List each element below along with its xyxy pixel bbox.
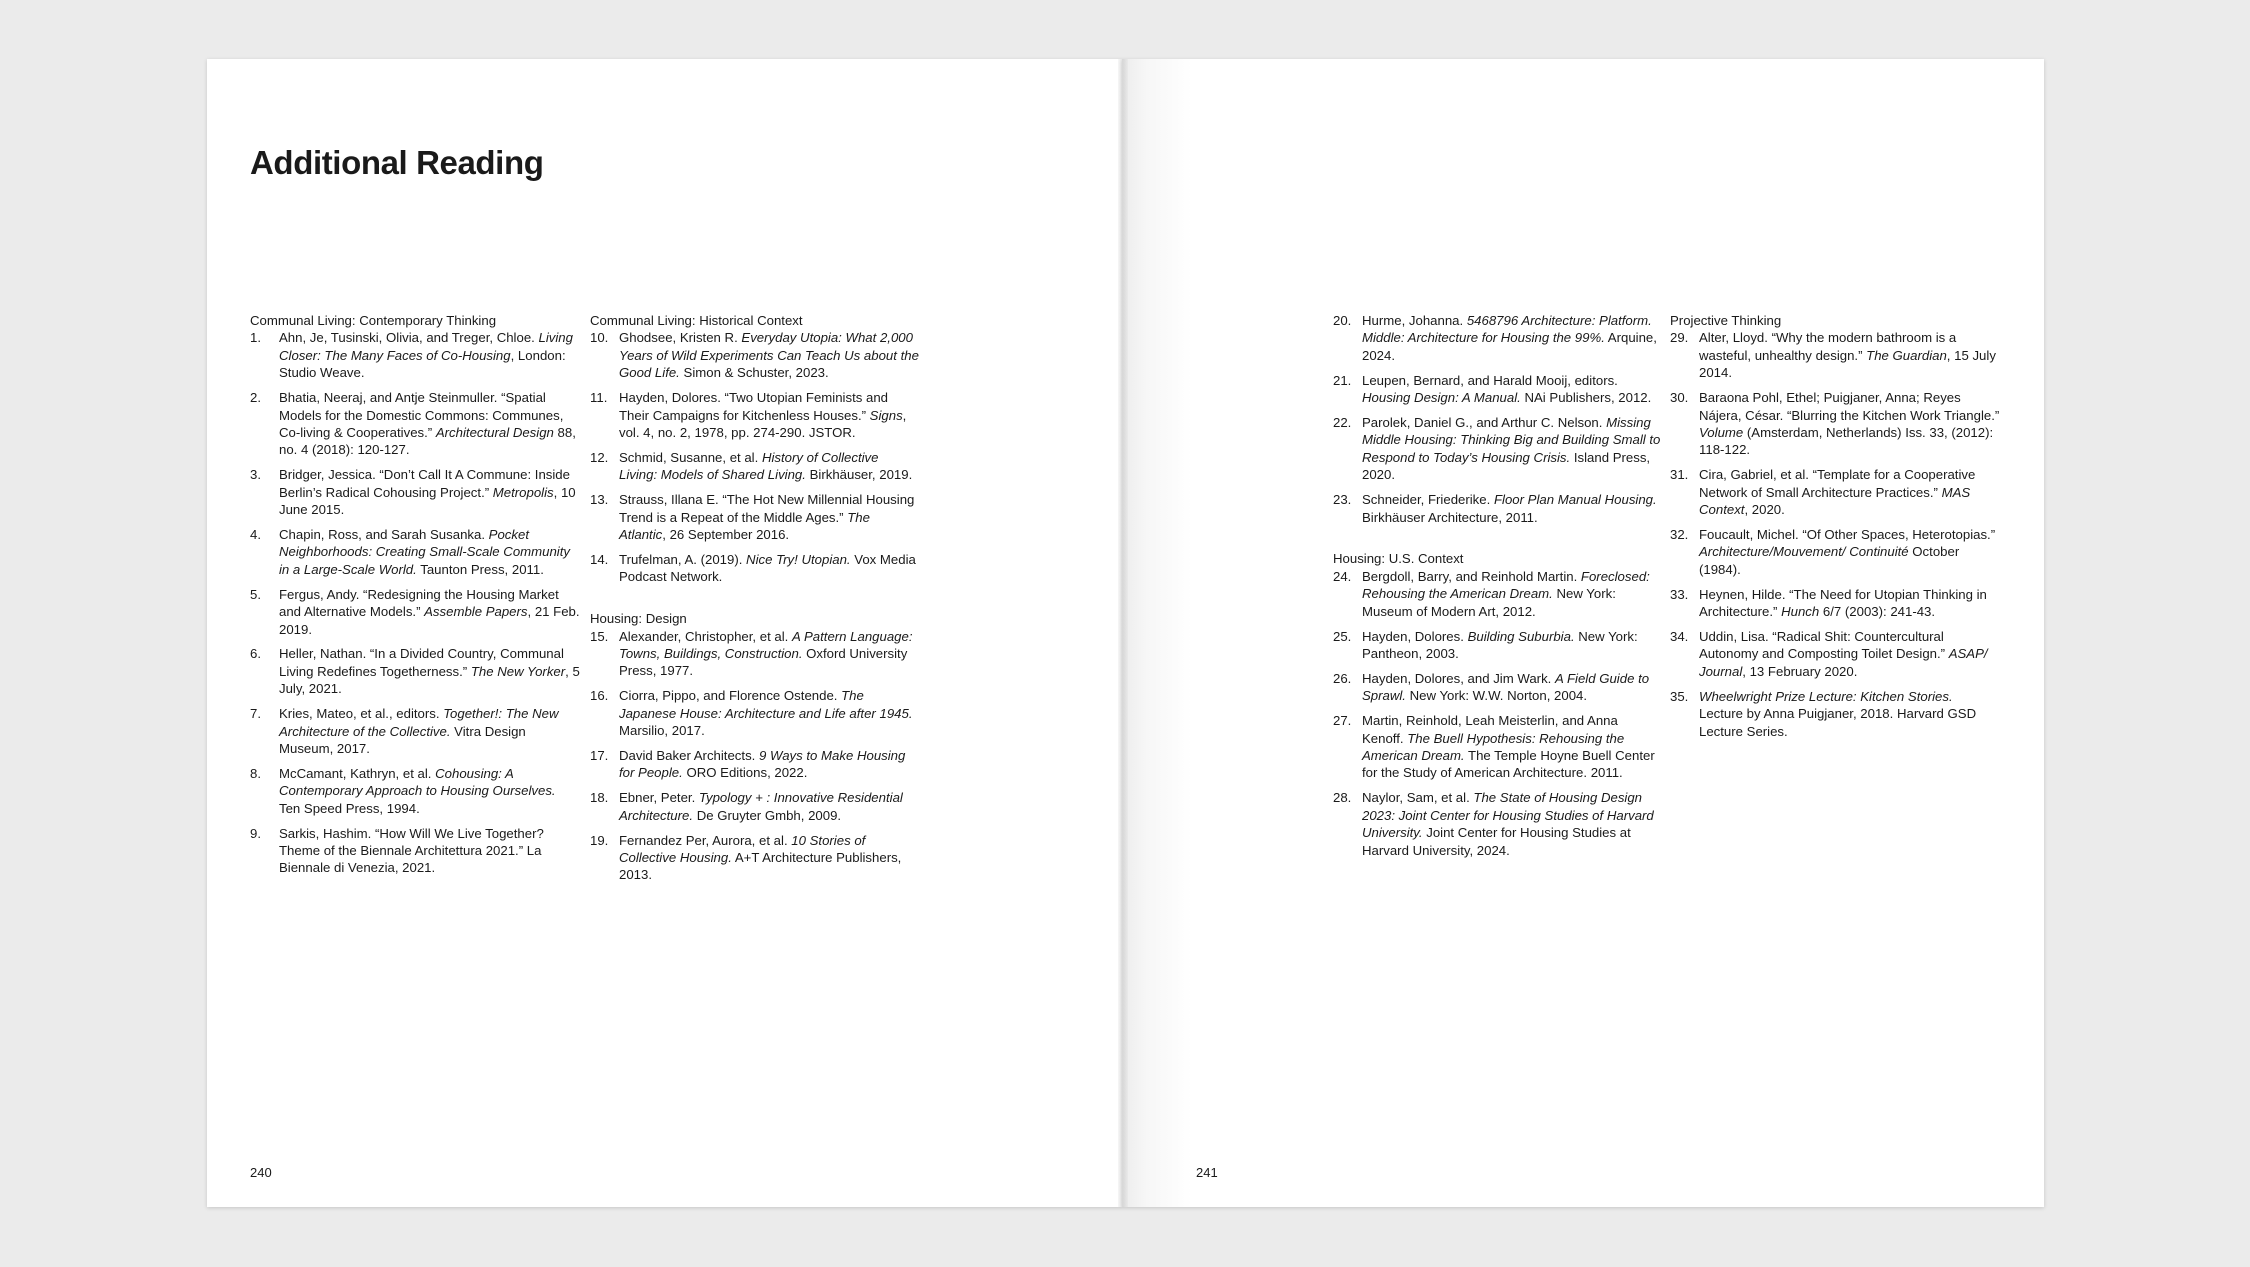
entry-text — [1699, 467, 1975, 517]
entry-text — [1362, 671, 1649, 703]
entry-title: The Guardian — [1866, 347, 1947, 363]
reading-entry — [1333, 312, 1663, 364]
section-heading: Housing: Design — [590, 611, 687, 627]
entry-number: 27. — [1333, 713, 1352, 729]
entry-number: 4. — [250, 526, 261, 542]
entry-text — [619, 390, 906, 440]
entry-text — [619, 330, 919, 380]
entry-text — [279, 330, 573, 380]
reading-entry — [1333, 568, 1663, 620]
reading-entry — [1670, 586, 2000, 621]
entry-text — [619, 629, 913, 679]
entry-text — [619, 790, 903, 822]
reading-entry — [1333, 414, 1663, 484]
entry-number: 18. — [590, 790, 609, 806]
entry-number: 35. — [1670, 688, 1689, 704]
entry-number: 7. — [250, 706, 261, 722]
entry-citation: Ciorra, Pippo, and Florence Ostende. — [619, 688, 842, 704]
entry-citation: Lecture by Anna Puigjaner, 2018. Harvard GSD Lecture Series. — [1699, 706, 1977, 739]
entry-citation: Bridger, Jessica. “Don’t Call It A Commune: Inside Berlin’s Radical Cohousing Project.” — [279, 467, 570, 500]
entry-citation: Bergdoll, Barry, and Reinhold Martin. — [1362, 568, 1581, 584]
entry-title: Floor Plan Manual Housing. — [1493, 492, 1657, 508]
entry-citation: Trufelman, A. (2019). — [619, 551, 747, 567]
section-heading: Housing: U.S. Context — [1333, 551, 1464, 567]
entry-citation: Heller, Nathan. “In a Divided Country, Communal Living Redefines Togetherness.” — [279, 646, 564, 679]
entry-title: A Field Guide to Sprawl. — [1362, 670, 1650, 704]
entry-citation: Alter, Lloyd. “Why the modern bathroom is a wasteful, unhealthy design.” — [1699, 330, 1957, 363]
entry-citation: ORO Editions, 2022. — [682, 765, 808, 781]
reading-entry — [590, 449, 920, 484]
entry-title: Foreclosed: Rehousing the American Dream. — [1362, 568, 1650, 602]
section-heading: Communal Living: Historical Context — [590, 313, 803, 328]
reading-entry — [1670, 526, 2000, 578]
entry-title: The New Yorker — [470, 663, 566, 679]
book-gutter — [1118, 59, 1128, 1207]
reading-entry — [590, 389, 920, 441]
entry-number: 34. — [1670, 629, 1689, 644]
reading-entry — [1670, 628, 2000, 680]
entry-citation: Oxford University Press, 1977. — [619, 646, 908, 679]
entry-title: Everyday Utopia: What 2,000 Years of Wild Experiments Can Teach Us about the Good Life. — [619, 330, 919, 381]
entry-number: 31. — [1670, 467, 1689, 483]
entry-title: ASAP/ Journal — [1699, 646, 1988, 679]
reading-entry — [590, 491, 920, 543]
entry-number: 15. — [590, 628, 609, 644]
section-spacer — [590, 593, 920, 610]
entry-number: 33. — [1670, 586, 1689, 602]
entry-citation: A+T Architecture Publishers, 2013. — [619, 850, 902, 883]
reading-entry — [250, 825, 580, 877]
reading-column-4 — [1670, 312, 2000, 747]
entry-text — [1699, 629, 1988, 679]
reading-entry — [250, 389, 580, 459]
entry-title: Architectural Design — [435, 424, 554, 440]
entry-citation: Uddin, Lisa. “Radical Shit: Countercultural Autonomy and Composting Toilet Design.” — [1699, 629, 1949, 662]
entry-number: 28. — [1333, 790, 1352, 806]
entry-text — [619, 688, 913, 738]
entry-title: Housing Design: A Manual. — [1362, 390, 1521, 406]
entry-number: 12. — [590, 449, 609, 465]
entry-citation: Joint Center for Housing Studies at Harvard University, 2024. — [1362, 825, 1631, 858]
entry-text — [1699, 689, 1976, 739]
entry-text — [1699, 390, 1999, 457]
entry-number: 11. — [590, 390, 608, 406]
entry-text — [279, 646, 580, 696]
entry-text — [1362, 629, 1638, 661]
entry-title: Building Suburbia. — [1467, 628, 1575, 644]
entry-title: Assemble Papers — [424, 604, 528, 620]
page-number-right: 241 — [1196, 1165, 1218, 1180]
entry-text — [279, 467, 576, 517]
entry-text — [619, 748, 905, 780]
entry-text — [279, 766, 556, 816]
entry-text — [279, 587, 580, 637]
entry-title: Typology + : Innovative Residential Architecture. — [619, 790, 903, 823]
entry-title: Architecture/Mouvement/ Continuité — [1699, 544, 1909, 560]
entry-citation: De Gruyter Gmbh, 2009. — [693, 807, 842, 823]
entry-number: 14. — [590, 551, 609, 567]
section-heading: Projective Thinking — [1670, 313, 1782, 328]
entry-citation: , 26 September 2016. — [662, 526, 790, 542]
entry-citation: Schmid, Susanne, et al. — [619, 449, 762, 465]
entry-number: 22. — [1333, 415, 1352, 431]
entry-text — [1362, 415, 1660, 482]
entry-title: Pocket Neighborhoods: Creating Small-Scale Community in a Large-Scale World. — [279, 526, 570, 577]
entry-number: 5. — [250, 586, 261, 602]
entry-text — [1699, 527, 1995, 577]
entry-number: 21. — [1333, 372, 1352, 388]
entry-number: 29. — [1670, 330, 1689, 346]
entry-citation: Cira, Gabriel, et al. “Template for a Cooperative Network of Small Architecture Practices.” — [1699, 467, 1976, 500]
entry-citation: (Amsterdam, Netherlands) Iss. 33, (2012): 118-122. — [1699, 424, 1994, 458]
entry-citation: Naylor, Sam, et al. — [1362, 790, 1474, 806]
entry-title: Metropolis — [492, 484, 554, 500]
reading-entry — [1333, 670, 1663, 705]
entry-title: History of Collective Living: Models of Shared Living. — [619, 449, 879, 483]
entry-citation: 6/7 (2003): 241-43. — [1819, 604, 1936, 620]
entry-citation: Martin, Reinhold, Leah Meisterlin, and Anna Kenoff. — [1362, 713, 1618, 746]
entry-citation: Ebner, Peter. — [619, 790, 699, 806]
entry-citation: Heynen, Hilde. “The Need for Utopian Thinking in Architecture.” — [1699, 586, 1987, 620]
entry-title: 9 Ways to Make Housing for People. — [619, 748, 906, 781]
entry-citation: Hurme, Johanna. — [1362, 313, 1467, 328]
entry-citation: Vitra Design Museum, 2017. — [279, 723, 526, 756]
entry-number: 6. — [250, 646, 261, 662]
entry-title: Cohousing: A Contemporary Approach to Housing Ourselves. — [279, 765, 556, 799]
reading-entry — [590, 747, 920, 782]
entry-citation: Kries, Mateo, et al., editors. — [279, 706, 444, 722]
entry-citation: Hayden, Dolores. — [1362, 628, 1468, 644]
entry-number: 17. — [590, 748, 609, 764]
entry-title: Hunch — [1781, 604, 1820, 620]
entry-citation: , London: Studio Weave. — [279, 347, 566, 381]
entry-title: Nice Try! Utopian. — [746, 551, 851, 567]
entry-citation: Schneider, Friederike. — [1362, 492, 1494, 508]
entry-text — [1362, 313, 1657, 363]
reading-entry — [590, 789, 920, 824]
reading-column-3 — [1333, 312, 1663, 866]
section-heading: Communal Living: Contemporary Thinking — [250, 313, 497, 328]
reading-entry — [1670, 329, 2000, 381]
entry-text — [1362, 373, 1651, 405]
reading-column-2 — [590, 312, 920, 891]
entry-text — [1699, 330, 1996, 380]
entry-citation: New York: Pantheon, 2003. — [1362, 628, 1638, 661]
section-spacer — [1333, 533, 1663, 550]
page-number-left: 240 — [250, 1165, 272, 1180]
entry-citation: , 15 July 2014. — [1699, 347, 1996, 381]
entry-citation: Bhatia, Neeraj, and Antje Steinmuller. “Spatial Models for the Domestic Commons: Communes, Co-living & Cooperatives.” — [279, 390, 564, 440]
entry-title: Missing Middle Housing: Thinking Big and Building Small to Respond to Today’s Housing Crisis. — [1362, 415, 1661, 465]
entry-citation: Strauss, Illana E. “The Hot New Millennial Housing Trend is a Repeat of the Middle Ages.” — [619, 492, 915, 525]
entry-citation: David Baker Architects. — [619, 748, 759, 764]
entry-text — [619, 833, 901, 883]
reading-entry — [590, 687, 920, 739]
entry-number: 10. — [590, 330, 609, 346]
reading-entry — [1670, 688, 2000, 740]
entry-number: 16. — [590, 688, 609, 704]
entry-text — [279, 706, 559, 756]
entry-citation: , 21 Feb. 2019. — [279, 604, 580, 637]
entry-title: MAS Context — [1699, 484, 1971, 518]
entry-number: 9. — [250, 825, 261, 841]
entry-title: A Pattern Language: Towns, Buildings, Construction. — [619, 628, 913, 661]
entry-citation: Fernandez Per, Aurora, et al. — [619, 832, 792, 848]
entry-text — [619, 450, 912, 482]
entry-citation: Island Press, 2020. — [1362, 449, 1651, 483]
entry-text — [1362, 492, 1657, 524]
entry-citation: Ahn, Je, Tusinski, Olivia, and Treger, Chloe. — [279, 330, 539, 346]
entry-citation: NAi Publishers, 2012. — [1520, 390, 1652, 406]
entry-number: 8. — [250, 765, 261, 781]
entry-citation: , 5 July, 2021. — [279, 663, 580, 697]
entry-citation: Alexander, Christopher, et al. — [619, 628, 793, 644]
entry-citation: , 13 February 2020. — [1742, 663, 1858, 679]
entry-citation: Birkhäuser Architecture, 2011. — [1362, 509, 1538, 525]
entry-text — [1362, 569, 1650, 619]
entry-title: Wheelwright Prize Lecture: Kitchen Stories. — [1699, 688, 1953, 704]
entry-text — [1362, 713, 1655, 780]
entry-citation: Vox Media Podcast Network. — [619, 551, 916, 585]
entry-citation: The Temple Hoyne Buell Center for the Study of American Architecture. 2011. — [1362, 748, 1655, 781]
entry-number: 1. — [250, 330, 261, 346]
reading-entry — [250, 765, 580, 817]
entry-title: 10 Stories of Collective Housing. — [619, 832, 866, 866]
entry-title: The Atlantic — [619, 509, 870, 542]
entry-number: 20. — [1333, 313, 1352, 328]
reading-entry — [1333, 491, 1663, 526]
page-title: Additional Reading — [250, 144, 544, 181]
entry-number: 32. — [1670, 526, 1689, 542]
reading-entry — [1333, 372, 1663, 407]
reading-entry — [1333, 628, 1663, 663]
entry-text — [619, 552, 916, 584]
entry-number: 3. — [250, 467, 261, 483]
entry-citation: Hayden, Dolores, and Jim Wark. — [1362, 670, 1555, 686]
entry-text — [619, 492, 914, 542]
entry-citation: Baraona Pohl, Ethel; Puigjaner, Anna; Reyes Nájera, César. “Blurring the Kitchen Work Triangle.” — [1699, 390, 2000, 423]
entry-citation: Sarkis, Hashim. “How Will We Live Together? Theme of the Biennale Architettura 2021.” La Biennale di Venezia, 2021. — [279, 825, 544, 876]
reading-entry — [1333, 712, 1663, 782]
entry-citation: Foucault, Michel. “Of Other Spaces, Heterotopias.” — [1699, 526, 1996, 542]
entry-citation: , 10 June 2015. — [279, 484, 576, 518]
entry-title: Living Closer: The Many Faces of Co-Housing — [279, 330, 573, 363]
entry-number: 24. — [1333, 568, 1352, 584]
entry-number: 30. — [1670, 390, 1689, 406]
reading-entry — [590, 329, 920, 381]
entry-number: 23. — [1333, 492, 1352, 508]
entry-citation: , vol. 4, no. 2, 1978, pp. 274-290. JSTOR. — [619, 407, 907, 440]
reading-entry — [250, 526, 580, 578]
reading-entry — [590, 832, 920, 884]
entry-citation: Parolek, Daniel G., and Arthur C. Nelson. — [1362, 415, 1607, 431]
entry-citation: New York: Museum of Modern Art, 2012. — [1362, 586, 1616, 619]
entry-title: The State of Housing Design 2023: Joint Center for Housing Studies of Harvard University. — [1362, 790, 1654, 841]
entry-citation: Birkhäuser, 2019. — [805, 467, 913, 483]
entry-text — [279, 390, 576, 457]
entry-citation: Simon & Schuster, 2023. — [679, 365, 829, 381]
entry-citation: Arquine, 2024. — [1362, 330, 1657, 363]
reading-entry — [250, 329, 580, 381]
reading-entry — [1333, 789, 1663, 859]
reading-entry — [250, 586, 580, 638]
entry-text — [1362, 790, 1654, 857]
entry-text — [1699, 587, 1987, 619]
entry-title: Together!: The New Architecture of the Collective. — [279, 706, 559, 739]
entry-citation: New York: W.W. Norton, 2004. — [1405, 688, 1588, 704]
entry-citation: Ten Speed Press, 1994. — [279, 800, 420, 816]
entry-number: 26. — [1333, 670, 1352, 686]
reading-entry — [1670, 466, 2000, 518]
entry-title: Volume — [1699, 424, 1744, 440]
entry-citation: Chapin, Ross, and Sarah Susanka. — [279, 526, 489, 542]
entry-citation: McCamant, Kathryn, et al. — [279, 765, 436, 781]
entry-number: 19. — [590, 832, 609, 848]
reading-entry — [1670, 389, 2000, 459]
entry-text — [279, 826, 544, 876]
entry-number: 13. — [590, 492, 609, 508]
reading-entry — [590, 628, 920, 680]
entry-citation: Ghodsee, Kristen R. — [619, 330, 742, 346]
entry-citation: Fergus, Andy. “Redesigning the Housing Market and Alternative Models.” — [279, 586, 559, 620]
entry-citation: , 2020. — [1744, 502, 1785, 518]
reading-entry — [250, 705, 580, 757]
entry-citation: Marsilio, 2017. — [619, 723, 705, 739]
entry-number: 25. — [1333, 628, 1352, 644]
reading-entry — [250, 466, 580, 518]
entry-title: The Buell Hypothesis: Rehousing the American Dream. — [1362, 730, 1625, 764]
entry-number: 2. — [250, 390, 261, 406]
entry-citation: Taunton Press, 2011. — [416, 561, 544, 577]
entry-citation: October (1984). — [1699, 544, 1960, 577]
entry-title: The Japanese House: Architecture and Life after 1945. — [619, 688, 913, 721]
reading-entry — [250, 645, 580, 697]
entry-title: 5468796 Architecture: Platform. Middle: Architecture for Housing the 99%. — [1362, 313, 1652, 346]
entry-title: Signs — [869, 407, 903, 423]
reading-column-1 — [250, 312, 580, 884]
entry-citation: Leupen, Bernard, and Harald Mooij, editors. — [1362, 372, 1618, 388]
entry-citation: Hayden, Dolores. “Two Utopian Feminists and Their Campaigns for Kitchenless Houses.” — [619, 390, 888, 423]
reading-entry — [590, 551, 920, 586]
entry-text — [279, 527, 570, 577]
entry-citation: 88, no. 4 (2018): 120-127. — [279, 424, 576, 458]
